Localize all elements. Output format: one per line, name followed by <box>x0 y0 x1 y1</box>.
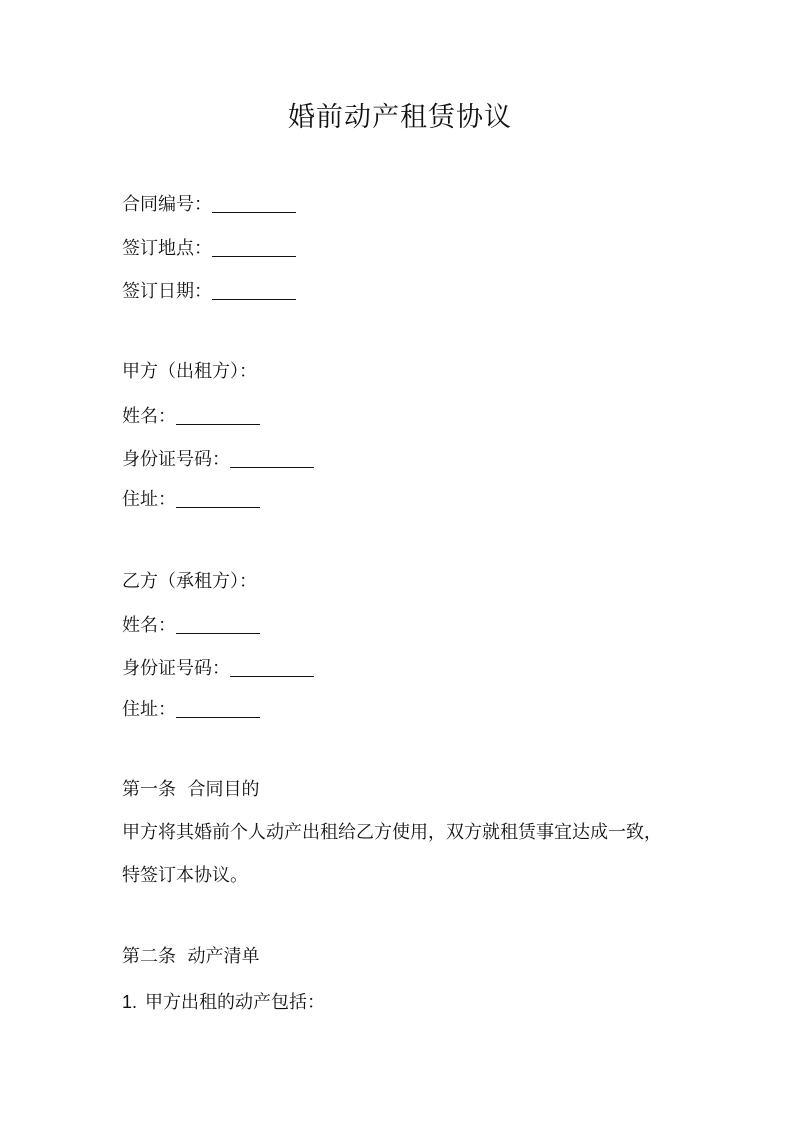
sign-place-label: 签订地点： <box>122 238 212 259</box>
article-2-heading: 第二条 动产清单 <box>122 946 260 967</box>
party-a-heading: 甲方（出租方）： <box>122 361 257 382</box>
party-b-name-blank <box>176 613 260 634</box>
sign-place-blank <box>212 236 296 257</box>
party-a-name-blank <box>176 404 260 425</box>
document-title: 婚前动产租赁协议 <box>288 102 512 133</box>
party-b-heading: 乙方（承租方）： <box>122 571 257 592</box>
contract-number-field <box>122 192 296 217</box>
party-a-address-blank <box>176 487 260 508</box>
article-2-item-1-number: 1. <box>122 992 138 1012</box>
party-b-address-blank <box>176 697 260 718</box>
party-a-address-field <box>122 487 260 512</box>
article-1-heading: 第一条 合同目的 <box>122 779 260 800</box>
party-a-id-label: 身份证号码： <box>122 449 230 470</box>
party-a-name-label: 姓名： <box>122 406 176 427</box>
party-a-name-field <box>122 404 260 429</box>
article-1-body-line-2: 特签订本协议。 <box>122 865 248 886</box>
party-b-id-label: 身份证号码： <box>122 658 230 679</box>
party-a-id-blank <box>230 447 314 468</box>
party-b-name-label: 姓名： <box>122 615 176 636</box>
sign-date-label: 签订日期： <box>122 281 212 302</box>
party-b-id-blank <box>230 656 314 677</box>
party-b-id-field <box>122 656 314 681</box>
party-b-address-field <box>122 697 260 722</box>
sign-date-blank <box>212 279 296 300</box>
article-2-item-1 <box>122 990 325 1015</box>
contract-number-label: 合同编号： <box>122 194 212 215</box>
party-a-id-field <box>122 447 314 472</box>
party-b-address-label: 住址： <box>122 699 176 720</box>
contract-number-blank <box>212 192 296 213</box>
article-1-body-line-1: 甲方将其婚前个人动产出租给乙方使用，双方就租赁事宜达成一致， <box>122 822 662 843</box>
party-b-name-field <box>122 613 260 638</box>
article-2-item-1-text: 甲方出租的动产包括： <box>145 992 326 1013</box>
party-a-address-label: 住址： <box>122 489 176 510</box>
sign-place-field <box>122 236 296 261</box>
sign-date-field <box>122 279 296 304</box>
